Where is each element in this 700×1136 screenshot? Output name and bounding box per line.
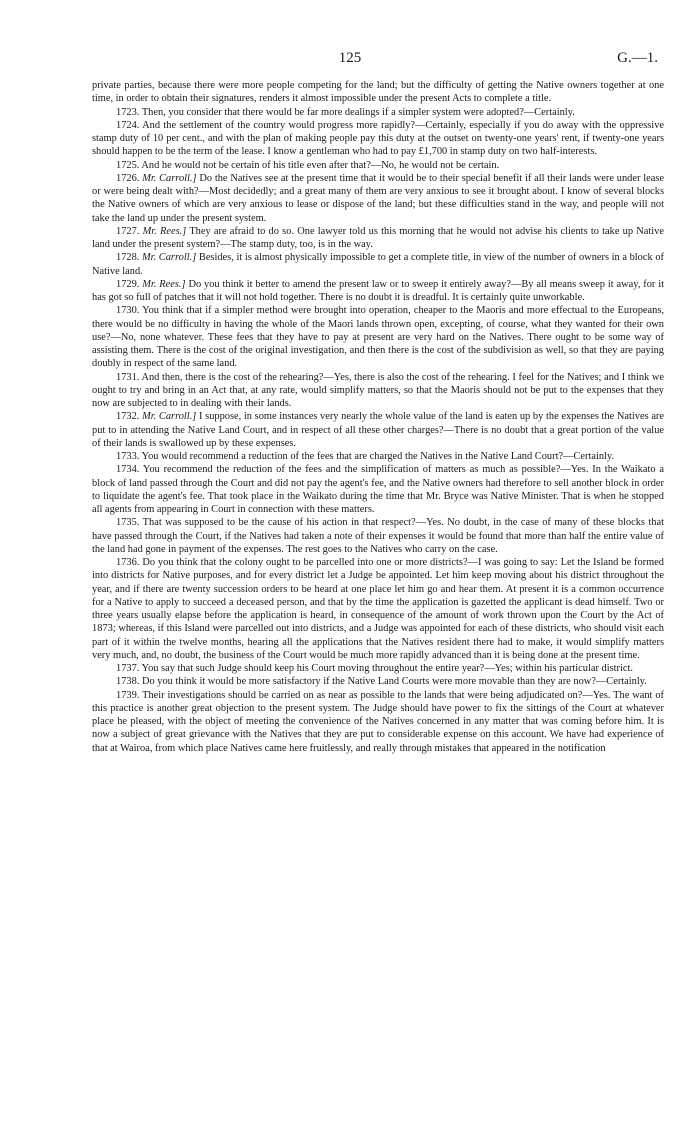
- paragraph-text: I suppose, in some instances very nearly the whole value of the land is eaten up by the expenses the Natives are put to in attending the Native Land Court, and in respect of all these other charges?—There is no doubt that a great portion of the value of their lands is swallowed up by these expenses.: [92, 411, 664, 449]
- question-number: 1725.: [116, 159, 140, 171]
- page-header: [0, 50, 700, 72]
- paragraph-text: That was supposed to be the cause of his action in that respect?—Yes. No doubt, in the case of many of these blocks that have passed through the Court, if the Natives had taken a note of their expenses it would be found that more than half the entire value of the land had gone in payment of the expenses. The rest goes to the Natives who carry on the case.: [92, 517, 664, 555]
- paragraph: [92, 556, 664, 662]
- question-number: 1734.: [116, 464, 140, 476]
- paragraph-text: Do you think that the colony ought to be parcelled into one or more districts?—I was going to say: Let the Island be formed into districts for Native purposes, and for every district let a Judge be appointed. Let him keep moving about his district throughout the year, and if there are twenty succession orders to be heard at one place let him go and hear them. At present it is a common occurrence for a Native to apply to succeed a deceased person, and that by the time the application is gazetted the applicant is dead himself. Two or three years usually elapse before the application is heard, in consequence of the amount of work thrown upon the Court by the Act of 1873; whereas, if this Island were parcelled out into districts, and a Judge was appointed for each of these districts, who should visit each part of it within the twelve months, hearing all the applications that the Natives resident there had to make, it would simplify matters very much, and, no doubt, the business of the Court would be much more rapidly advanced than it is being done at the present time.: [92, 557, 664, 661]
- speaker-label: Mr. Rees.]: [142, 278, 186, 290]
- paragraph: [92, 172, 664, 225]
- question-number: 1730.: [116, 305, 140, 317]
- question-number: 1739.: [116, 689, 140, 701]
- paragraph-text: Do you think it would be more satisfactory if the Native Land Courts were more movable than they are now?—Certainly.: [142, 676, 647, 688]
- paragraph-text: Besides, it is almost physically impossible to get a complete title, in view of the number of owners in a block of Native land.: [92, 252, 664, 277]
- question-number: 1732.: [116, 411, 140, 423]
- paragraph: [92, 689, 664, 755]
- paragraph-text: private parties, because there were more people competing for the land; but the difficulty of getting the Native owners together at one time, in order to obtain their signatures, renders it almost impossible under the present Acts to complete a title.: [92, 80, 664, 105]
- question-number: 1731.: [116, 371, 140, 383]
- paragraph-text: Their investigations should be carried on as near as possible to the lands that were being adjudicated on?—Yes. The want of this practice is another great objection to the present system. The Judge should have power to fix the sittings of the Court at whatever place he pleased, with the object of meeting the convenience of the Natives concerned in any matter that was coming before him. It is now a subject of great grievance with the Natives that they are put to considerable expense on this account. We have had experience of that at Wairoa, from which place Natives came here fruitlessly, and really through mistakes that appeared in the notification: [92, 689, 664, 754]
- document-body: [92, 79, 664, 755]
- speaker-label: Mr. Carroll.]: [142, 252, 197, 264]
- document-reference: G.—1.: [617, 50, 658, 66]
- question-number: 1733.: [116, 451, 140, 462]
- speaker-label: Mr. Carroll.]: [142, 172, 197, 184]
- paragraph-text: And he would not be certain of his title even after that?—No, he would not be certain.: [141, 159, 500, 171]
- paragraph-text: And then, there is the cost of the rehearing?—Yes, there is also the cost of the rehearing. I feel for the Natives; and I think we ought to try and bring in an Act that, at any rate, would simplify matters, so that the Maoris should not be put to the expenses that they now are subjected to in dealing with their lands.: [92, 371, 664, 409]
- paragraph-text: And the settlement of the country would progress more rapidly?—Certainly, especially if you do away with the oppressive stamp duty of 10 per cent., and with the plan of making people pay this duty at the outset on twenty-one years' rent, if twenty-one years should happen to be the term of the lease. I know a gentleman who had to pay £1,700 in stamp duty on two half-interests.: [92, 119, 664, 158]
- paragraph: [92, 79, 664, 106]
- paragraph: [92, 516, 664, 556]
- question-number: 1726.: [116, 172, 140, 184]
- paragraph: [92, 251, 664, 278]
- question-number: 1736.: [116, 557, 140, 568]
- paragraph: [92, 159, 664, 172]
- question-number: 1724.: [116, 119, 140, 131]
- paragraph: [92, 450, 664, 463]
- question-number: 1727.: [116, 225, 140, 237]
- question-number: 1738.: [116, 676, 140, 688]
- speaker-label: Mr. Rees.]: [142, 225, 187, 237]
- paragraph: [92, 662, 664, 675]
- paragraph: [92, 119, 664, 159]
- paragraph-text: Do the Natives see at the present time that it would be to their special benefit if all their lands were under lease or were being dealt with?—Most decidedly; and a great many of them are very anxious to see it brought about. I know of several blocks the Native owners of which are very anxious to lease or dispose of the land; but these difficulties stand in the way, and people will not take the land up under the present system.: [92, 172, 664, 224]
- page-number: 125: [338, 50, 362, 66]
- paragraph-text: You think that if a simpler method were brought into operation, cheaper to the Maoris and more effectual to the Europeans, there would be no difficulty in having the whole of the Maori lands thrown open, excepting, of course, what they wanted for their own use?—No, none whatever. These fees that they have to pay at present are very hard on the Natives. There ought to be some way of assisting them. There is the cost of the original investigation, and then there is the cost of the subdivision as well, so that they are paying doubly in respect of the same land.: [92, 305, 664, 370]
- question-number: 1737.: [116, 663, 140, 674]
- question-number: 1723.: [116, 106, 140, 118]
- paragraph: [92, 410, 664, 450]
- paragraph: [92, 371, 664, 411]
- paragraph-text: They are afraid to do so. One lawyer told us this morning that he would not advise his clients to take up Native land under the present system?—The stamp duty, too, is in the way.: [92, 225, 664, 250]
- paragraph: [92, 106, 664, 119]
- paragraph: [92, 225, 664, 252]
- paragraph-text: You recommend the reduction of the fees and the simplification of matters as much as possible?—Yes. In the Waikato a block of land passed through the Court and did not pay the agent's fee, and the Native owners had therefore to sell another block in order to liquidate the agent's fee. That took place in the Waikato during the time that Mr. Bryce was Native Minister. That is when he stopped all agents from appearing in Court in connection with these matters.: [92, 464, 664, 515]
- paragraph-text: Do you think it better to amend the present law or to sweep it entirely away?—By all means sweep it away, for it has got so full of patches that it will not hold together. There is no doubt it is dreadful. It is certainly quite unworkable.: [92, 278, 664, 303]
- question-number: 1729.: [116, 278, 140, 290]
- paragraph-text: Then, you consider that there would be far more dealings if a simpler system were adopted?—Certainly.: [141, 106, 575, 118]
- question-number: 1728.: [116, 252, 140, 264]
- paragraph-text: You say that such Judge should keep his Court moving throughout the entire year?—Yes; within his particular district.: [141, 663, 633, 674]
- question-number: 1735.: [116, 517, 140, 529]
- paragraph-text: You would recommend a reduction of the fees that are charged the Natives in the Native Land Court?—Certainly.: [141, 451, 615, 462]
- paragraph: [92, 463, 664, 516]
- paragraph: [92, 278, 664, 305]
- paragraph: [92, 304, 664, 370]
- paragraph: [92, 675, 664, 688]
- speaker-label: Mr. Carroll.]: [142, 411, 197, 423]
